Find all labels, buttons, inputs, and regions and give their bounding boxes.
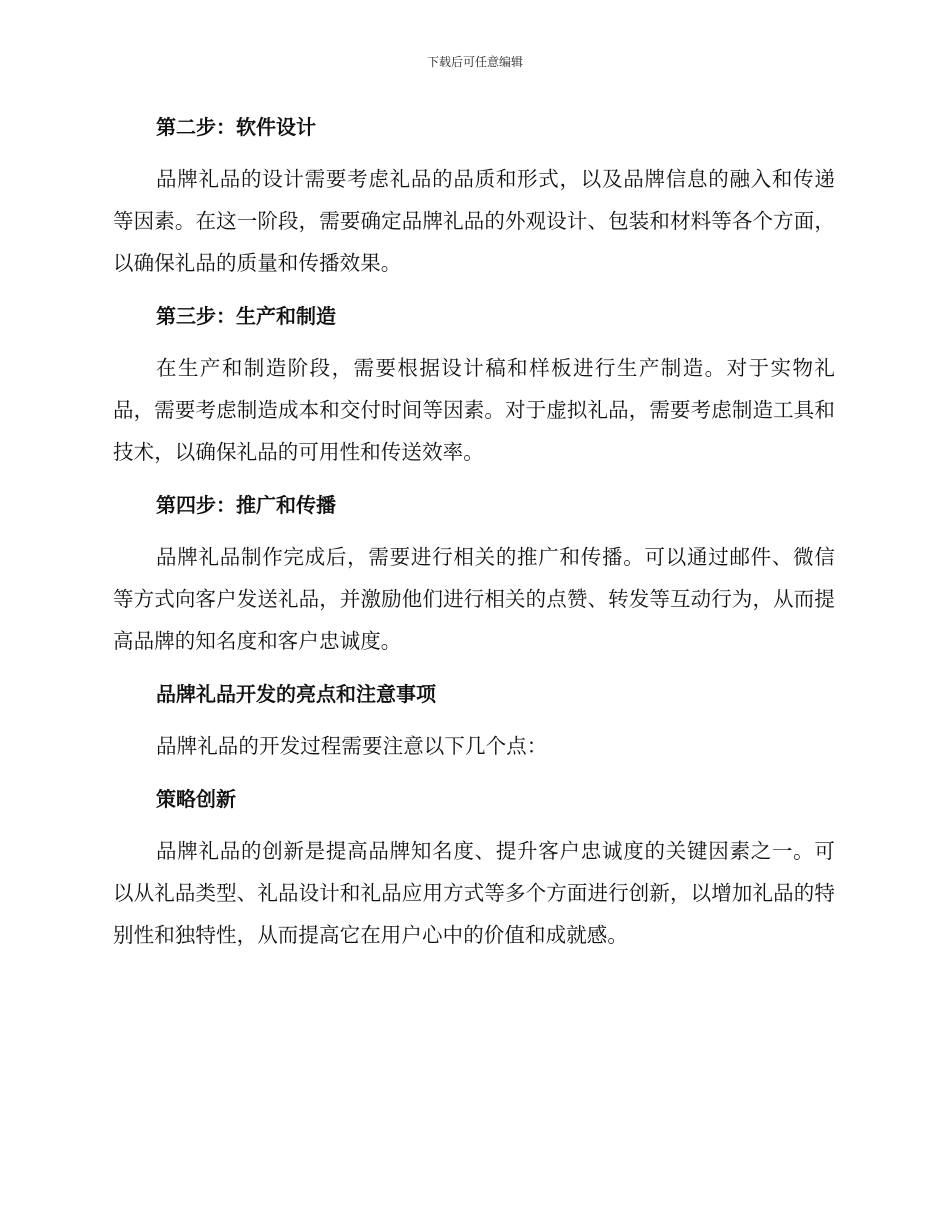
section-heading-step-four: 第四步：推广和传播: [156, 493, 336, 517]
section-paragraph-highlights: 品牌礼品的开发过程需要注意以下几个点：: [156, 734, 548, 758]
section-heading-strategy-innovation: 策略创新: [156, 787, 236, 811]
section-heading-highlights: 品牌礼品开发的亮点和注意事项: [156, 682, 436, 706]
section-heading-step-three: 第三步：生产和制造: [156, 304, 336, 328]
section-paragraph-step-three: 在生产和制造阶段，需要根据设计稿和样板进行生产制造。对于实物礼品，需要考虑制造成本和交付时间等因素。对于虚拟礼品，需要考虑制造工具和技术，以确保礼品的可用性和传送效率。: [113, 356, 835, 464]
section-paragraph-step-two: 品牌礼品的设计需要考虑礼品的品质和形式，以及品牌信息的融入和传递等因素。在这一阶段，需要确定品牌礼品的外观设计、包装和材料等各个方面，以确保礼品的质量和传播效果。: [113, 167, 835, 275]
page-header: 下载后可任意编辑: [426, 55, 523, 69]
section-heading-step-two: 第二步：软件设计: [156, 115, 316, 139]
section-paragraph-strategy-innovation: 品牌礼品的创新是提高品牌知名度、提升客户忠诚度的关键因素之一。可以从礼品类型、礼品设计和礼品应用方式等多个方面进行创新，以增加礼品的特别性和独特性，从而提高它在用户心中的价值和成就感。: [113, 839, 835, 947]
section-paragraph-step-four: 品牌礼品制作完成后，需要进行相关的推广和传播。可以通过邮件、微信等方式向客户发送礼品，并激励他们进行相关的点赞、转发等互动行为，从而提高品牌的知名度和客户忠诚度。: [113, 545, 835, 653]
document-body: [113, 108, 835, 956]
